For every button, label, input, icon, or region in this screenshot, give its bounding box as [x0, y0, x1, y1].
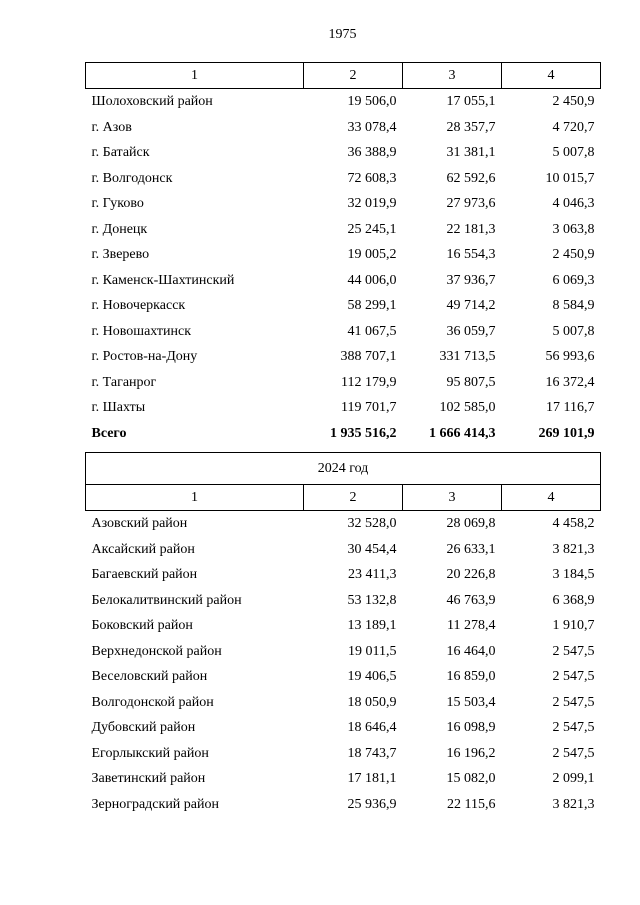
value-col-3-cell: 26 633,1: [446, 541, 496, 557]
value-col-2-cell: 53 132,8: [347, 592, 397, 608]
value-col-2-cell: 30 454,4: [347, 541, 397, 557]
value-col-3-cell: 37 936,7: [446, 272, 496, 288]
value-col-2-cell: 18 646,4: [347, 720, 397, 735]
row-name-cell: г. Зверево: [91, 247, 150, 262]
column-header-4: 4: [502, 63, 601, 89]
value-col-2-cell: 18 743,7: [347, 745, 397, 761]
row-name-cell: г. Новошахтинск: [91, 323, 192, 339]
table-row: [86, 766, 601, 792]
column-header-1: 1: [86, 63, 304, 89]
column-header-4: 4: [502, 485, 601, 511]
value-col-2-cell: 36 388,9: [347, 145, 397, 160]
value-col-3-cell: 17 055,1: [446, 94, 496, 109]
value-col-3-cell: 15 503,4: [446, 694, 496, 710]
row-name-cell: Всего: [91, 425, 127, 441]
row-name-cell: Волгодонской район: [91, 694, 214, 710]
value-col-4-cell: 16 372,4: [545, 374, 595, 390]
value-col-3-cell: 16 098,9: [446, 720, 496, 735]
value-col-3-cell: 15 082,0: [446, 771, 496, 786]
value-col-4-cell: 269 101,9: [538, 425, 595, 441]
value-col-4-cell: 2 547,5: [552, 669, 595, 684]
row-name-cell: Веселовский район: [91, 669, 208, 684]
table-row: [86, 613, 601, 639]
table-row: [86, 690, 601, 716]
value-col-3-cell: 22 115,6: [447, 796, 496, 812]
table-row: [86, 166, 601, 192]
row-name-cell: Багаевский район: [91, 567, 198, 582]
row-name-cell: г. Таганрог: [91, 374, 157, 390]
value-col-4-cell: 2 547,5: [552, 643, 595, 659]
value-col-2-cell: 17 181,1: [347, 771, 397, 786]
value-col-3-cell: 28 357,7: [446, 119, 496, 135]
value-col-3-cell: 22 181,3: [446, 221, 496, 237]
row-name-cell: Заветинский район: [91, 771, 206, 786]
row-name-cell: Егорлыкский район: [91, 745, 209, 761]
table-row: [86, 217, 601, 243]
table-row: [86, 140, 601, 166]
table-row: [86, 293, 601, 319]
value-col-2-cell: 18 050,9: [347, 694, 397, 710]
value-col-4-cell: 1 910,7: [552, 618, 595, 633]
value-col-4-cell: 2 099,1: [552, 771, 595, 786]
table-row: [86, 370, 601, 396]
value-col-3-cell: 36 059,7: [446, 323, 496, 339]
row-name-cell: г. Ростов-на-Дону: [91, 349, 198, 364]
value-col-4-cell: 2 547,5: [552, 720, 595, 735]
value-col-3-cell: 331 713,5: [439, 349, 496, 364]
value-col-2-cell: 119 701,7: [341, 400, 397, 415]
row-name-cell: г. Волгодонск: [91, 170, 173, 186]
value-col-2-cell: 112 179,9: [341, 374, 397, 390]
table-row: [86, 537, 601, 563]
value-col-3-cell: 1 666 414,3: [429, 425, 496, 441]
row-name-cell: г. Новочеркасск: [91, 298, 186, 313]
row-name-cell: Верхнедонской район: [91, 643, 222, 659]
row-name-cell: г. Каменск-Шахтинский: [91, 272, 235, 288]
value-col-4-cell: 3 184,5: [552, 567, 595, 582]
value-col-4-cell: 4 046,3: [552, 196, 595, 211]
value-col-4-cell: 6 069,3: [552, 272, 595, 288]
value-col-4-cell: 17 116,7: [546, 400, 595, 415]
value-col-4-cell: 3 821,3: [552, 541, 595, 557]
section-title: 2024 год: [86, 453, 601, 485]
value-col-2-cell: 19 406,5: [347, 669, 397, 684]
value-col-3-cell: 27 973,6: [446, 196, 496, 211]
value-col-4-cell: 4 458,2: [552, 516, 595, 531]
row-name-cell: Зерноградский район: [91, 796, 219, 812]
table-row: [86, 639, 601, 665]
table-row: [86, 588, 601, 614]
value-col-2-cell: 25 936,9: [347, 796, 397, 812]
value-col-3-cell: 11 278,4: [447, 618, 496, 633]
value-col-2-cell: 13 189,1: [347, 618, 397, 633]
value-col-3-cell: 49 714,2: [446, 298, 496, 313]
value-col-4-cell: 56 993,6: [545, 349, 595, 364]
value-col-2-cell: 19 005,2: [347, 247, 397, 262]
table-row: [86, 89, 601, 115]
table-row: [86, 242, 601, 268]
column-header-3: 3: [403, 485, 502, 511]
table-row: [86, 395, 601, 421]
table-row: [86, 344, 601, 370]
value-col-4-cell: 2 450,9: [552, 247, 595, 262]
table-row: [86, 115, 601, 141]
value-col-2-cell: 58 299,1: [347, 298, 397, 313]
value-col-3-cell: 16 859,0: [446, 669, 496, 684]
column-header-3: 3: [403, 63, 502, 89]
value-col-2-cell: 25 245,1: [347, 221, 397, 237]
value-col-4-cell: 2 450,9: [552, 94, 595, 109]
value-col-3-cell: 62 592,6: [446, 170, 496, 186]
row-name-cell: г. Донецк: [91, 221, 148, 237]
section-title-row: [86, 453, 601, 485]
page-number: 1975: [328, 27, 357, 42]
column-header-row: [86, 485, 601, 511]
value-col-3-cell: 46 763,9: [446, 592, 496, 608]
row-name-cell: Шолоховский район: [91, 94, 213, 109]
value-col-2-cell: 388 707,1: [340, 349, 397, 364]
value-col-2-cell: 41 067,5: [347, 323, 397, 339]
column-header-2: 2: [304, 485, 403, 511]
data-table-section-2: [85, 452, 601, 817]
value-col-2-cell: 32 019,9: [347, 196, 397, 211]
value-col-2-cell: 19 506,0: [347, 94, 397, 109]
value-col-2-cell: 1 935 516,2: [330, 425, 397, 441]
value-col-2-cell: 33 078,4: [347, 119, 397, 135]
table-row: [86, 511, 601, 537]
value-col-4-cell: 4 720,7: [552, 119, 595, 135]
table-row: [86, 664, 601, 690]
column-header-1: 1: [86, 485, 304, 511]
row-name-cell: Аксайский район: [91, 541, 195, 557]
total-row: [86, 421, 601, 447]
table-row: [86, 715, 601, 741]
value-col-3-cell: 20 226,8: [446, 567, 496, 582]
value-col-4-cell: 3 063,8: [552, 221, 595, 237]
column-header-2: 2: [304, 63, 403, 89]
value-col-3-cell: 95 807,5: [446, 374, 496, 390]
row-name-cell: г. Азов: [91, 119, 132, 135]
row-name-cell: Дубовский район: [91, 720, 196, 735]
value-col-2-cell: 19 011,5: [348, 643, 397, 659]
row-name-cell: г. Батайск: [91, 145, 150, 160]
table-row: [86, 268, 601, 294]
data-table-section-1: [85, 62, 601, 446]
value-col-3-cell: 102 585,0: [439, 400, 496, 415]
value-col-4-cell: 5 007,8: [552, 145, 595, 160]
value-col-2-cell: 32 528,0: [347, 516, 397, 531]
value-col-4-cell: 5 007,8: [552, 323, 595, 339]
value-col-2-cell: 72 608,3: [347, 170, 397, 186]
value-col-3-cell: 16 464,0: [446, 643, 496, 659]
value-col-4-cell: 2 547,5: [552, 745, 595, 761]
table-row: [86, 792, 601, 818]
column-header-row: [86, 63, 601, 89]
table-row: [86, 741, 601, 767]
value-col-2-cell: 44 006,0: [347, 272, 397, 288]
row-name-cell: г. Шахты: [91, 400, 146, 415]
table-row: [86, 319, 601, 345]
value-col-3-cell: 16 196,2: [446, 745, 496, 761]
value-col-4-cell: 6 368,9: [552, 592, 595, 608]
value-col-3-cell: 28 069,8: [446, 516, 496, 531]
table-row: [86, 562, 601, 588]
value-col-4-cell: 10 015,7: [545, 170, 595, 186]
value-col-3-cell: 16 554,3: [446, 247, 496, 262]
value-col-4-cell: 8 584,9: [552, 298, 595, 313]
row-name-cell: Боковский район: [91, 618, 193, 633]
value-col-4-cell: 3 821,3: [552, 796, 595, 812]
value-col-4-cell: 2 547,5: [552, 694, 595, 710]
table-row: [86, 191, 601, 217]
value-col-2-cell: 23 411,3: [348, 567, 397, 582]
row-name-cell: Азовский район: [91, 516, 188, 531]
value-col-3-cell: 31 381,1: [446, 145, 496, 160]
row-name-cell: г. Гуково: [91, 196, 144, 211]
row-name-cell: Белокалитвинский район: [91, 592, 242, 608]
